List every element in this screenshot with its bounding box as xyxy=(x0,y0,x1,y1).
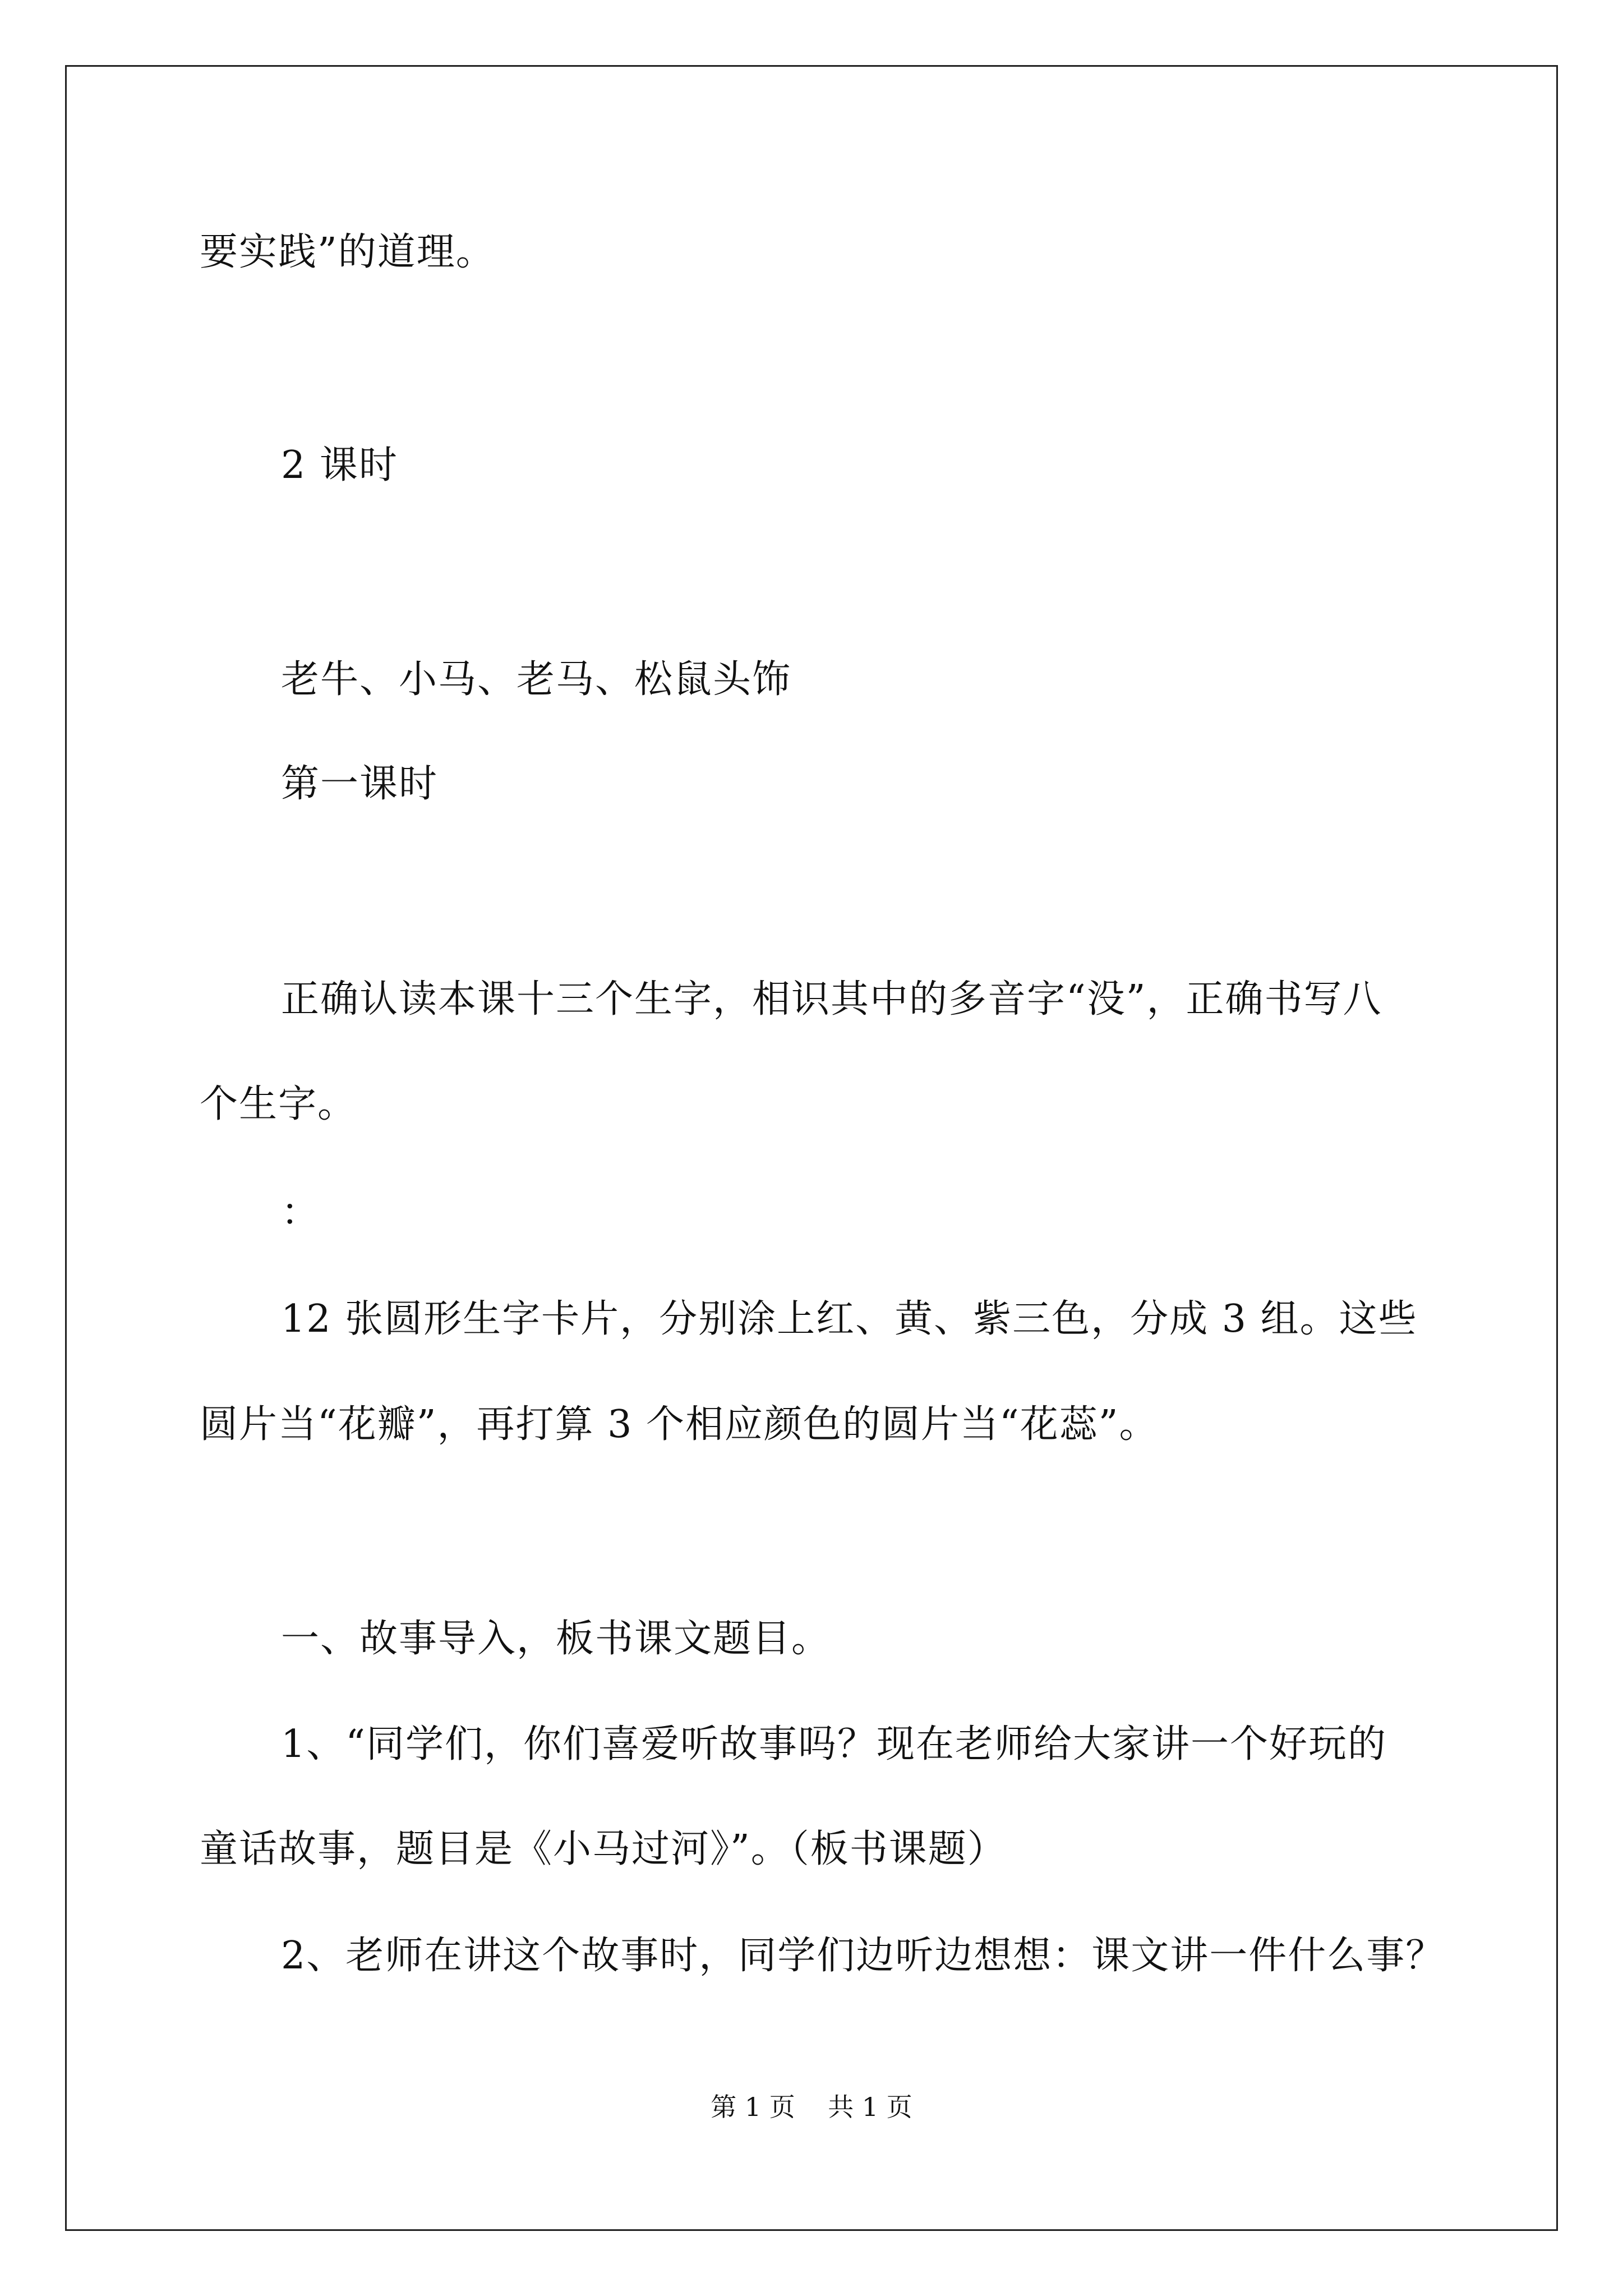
text-line-9: 圆片当“花瓣”，再打算 3 个相应颜色的圆片当“花蕊”。 xyxy=(200,1402,1159,1447)
text-line-1: 要实践”的道理。 xyxy=(200,230,495,274)
text-line-8: 12 张圆形生字卡片，分别涂上红、黄、紫三色，分成 3 组。这些 xyxy=(281,1297,1418,1341)
page-border xyxy=(65,65,1558,2231)
text-line-13: 2、老师在讲这个故事时，同学们边听边想想：课文讲一件什么事？ xyxy=(281,1934,1445,1978)
text-line-2: 2 课时 xyxy=(281,443,398,487)
text-line-7: ： xyxy=(281,1190,321,1235)
text-line-3: 老牛、小马、老马、松鼠头饰 xyxy=(281,657,792,702)
text-line-11: 1、“同学们，你们喜爱听故事吗？现在老师给大家讲一个好玩的 xyxy=(281,1722,1387,1766)
text-line-12: 童话故事，题目是《小马过河》”。（板书课题） xyxy=(200,1827,1007,1871)
text-line-10: 一、故事导入，板书课文题目。 xyxy=(281,1617,831,1661)
text-line-5: 正确认读本课十三个生字，相识其中的多音字“没”，正确书写八 xyxy=(281,977,1382,1022)
page-footer: 第 1 页 共 1 页 xyxy=(711,2092,912,2122)
text-line-4: 第一课时 xyxy=(281,762,439,806)
text-line-6: 个生字。 xyxy=(200,1082,357,1126)
